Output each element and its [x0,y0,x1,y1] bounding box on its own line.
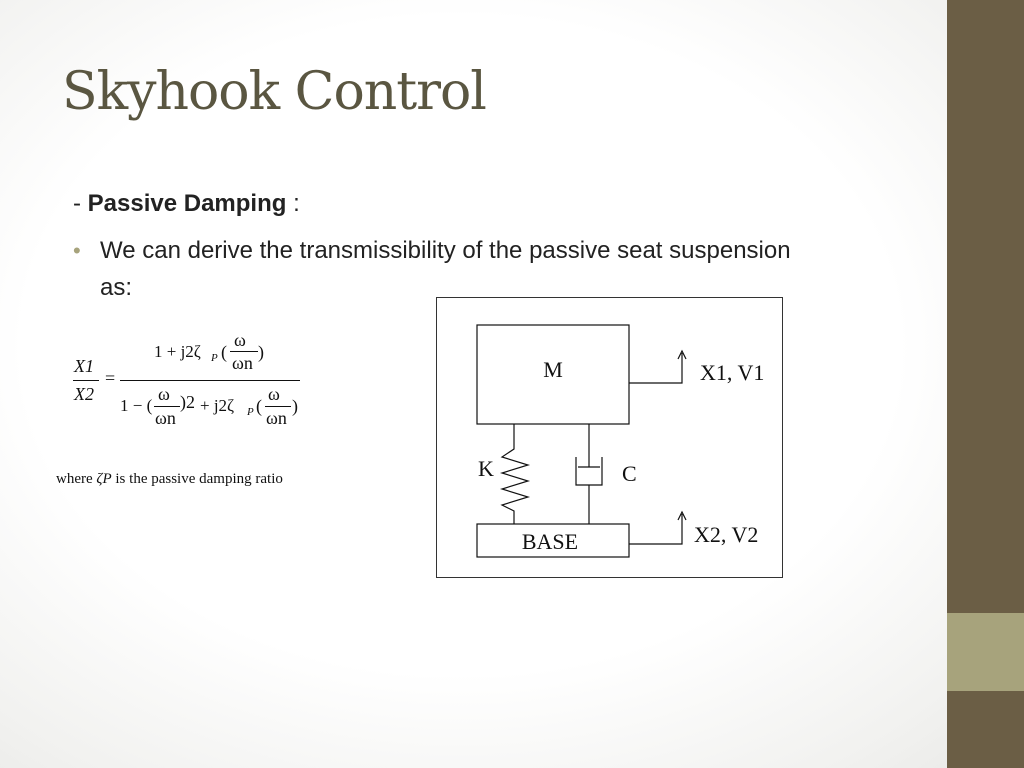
formula-numerator-paren-close: ) [258,342,264,362]
formula-numerator-inner-line [230,351,258,352]
formula-denominator-prefix: 1 − ( [120,396,153,415]
formula-denominator-paren-open: ( [256,396,262,416]
formula-numerator-paren-open: ( [221,342,227,362]
formula-numerator-prefix: 1 + j2ζ [154,342,201,361]
formula-numerator-omega: ω [234,330,246,350]
formula-denominator-inner-line [154,406,180,407]
note-before: where [56,471,97,487]
formula-denominator-inner-line-2 [265,406,291,407]
top-output-label: X1, V1 [700,360,765,385]
bottom-output-label: X2, V2 [694,522,759,547]
side-accent-block [947,613,1024,691]
mass-label: M [543,357,563,382]
formula-denominator-square: )2 [180,392,195,412]
note-after: is the passive damping ratio [111,471,283,487]
formula-denominator-omega-n-2: ωn [266,408,287,428]
note-symbol: ζP [96,471,112,487]
formula-numerator-subscript: P [211,352,218,364]
formula-equals: = [105,368,116,388]
subheading [73,190,300,218]
formula-denominator-plus: + j2ζ [200,396,235,415]
formula-denominator-omega-2: ω [268,384,280,404]
subheading-prefix: - [73,190,88,217]
bullet-item [73,232,793,306]
suspension-diagram [436,297,783,578]
slide-title: Skyhook Control [62,62,486,122]
formula-lhs-denominator: X2 [74,384,94,404]
subheading-bold: Passive Damping [87,190,287,217]
formula-lhs-numerator: X1 [74,356,94,376]
formula-denominator-paren-close: ) [292,396,298,416]
formula-denominator-subscript: P [247,406,254,418]
formula-denominator-omega: ω [158,384,170,404]
formula-numerator-omega-n: ωn [232,353,253,373]
formula-main-fraction-line [120,380,300,381]
subheading-suffix: : [286,190,300,217]
transmissibility-formula [70,330,330,440]
spring-label: K [478,456,494,481]
base-label: BASE [521,529,579,554]
damping-ratio-note [56,471,283,488]
bullet-marker: • [73,238,81,263]
bullet-text: We can derive the transmissibility of the passive seat suspension as: [100,237,791,301]
formula-lhs-fraction-line [73,380,99,381]
formula-denominator-omega-n: ωn [155,408,176,428]
damper-label: C [622,461,637,486]
